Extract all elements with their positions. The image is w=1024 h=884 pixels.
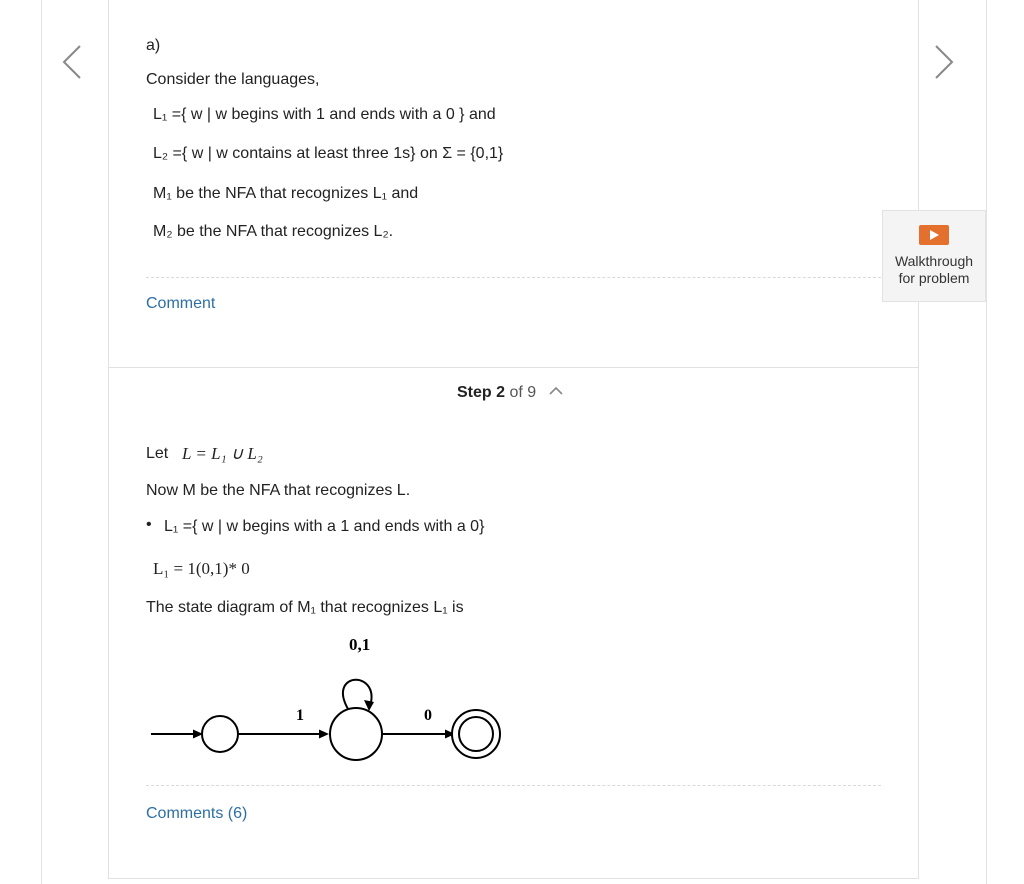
comment-link[interactable]: Comment [146, 295, 216, 312]
step-number: 2 [496, 384, 506, 401]
edge-label-0: 0 [424, 707, 432, 724]
l1-definition: L₁ ={ w | w begins with 1 and ends with a 0 } and [153, 106, 496, 123]
let-label: Let [146, 445, 169, 462]
play-icon [919, 225, 949, 245]
edge-label-1: 1 [296, 707, 304, 724]
step-2-card [108, 368, 919, 879]
divider [146, 277, 881, 278]
divider [146, 785, 881, 786]
l2-definition: L₂ ={ w | w contains at least three 1s} on Σ = {0,1} [153, 145, 504, 162]
left-gutter-line [41, 0, 42, 884]
step-total: of 9 [509, 384, 537, 401]
step-1-card [108, 0, 919, 368]
step-indicator [457, 384, 563, 402]
chevron-up-icon[interactable] [549, 386, 563, 395]
chevron-left-icon[interactable] [58, 44, 88, 80]
step-word: Step [457, 384, 492, 401]
nfa-state-diagram [146, 630, 526, 765]
diagram-intro: The state diagram of M₁ that recognizes L₁ is [146, 599, 464, 616]
state-q1 [330, 708, 382, 760]
m1-definition: M₁ be the NFA that recognizes L₁ and [153, 185, 419, 202]
comments-link[interactable]: Comments (6) [146, 805, 248, 822]
intro-text: Consider the languages, [146, 71, 320, 88]
right-gutter-line [986, 0, 987, 884]
walkthrough-label-1: Walkthrough [894, 253, 974, 269]
union-expression: L = L₁ ∪ L₂ [182, 444, 263, 463]
self-loop-label: 0,1 [349, 635, 371, 654]
walkthrough-label-2: for problem [898, 270, 970, 286]
chevron-right-icon[interactable] [928, 44, 958, 80]
part-label: a) [146, 37, 161, 54]
state-q2-inner [459, 717, 493, 751]
bullet-dot: • [146, 516, 152, 533]
now-statement: Now M be the NFA that recognizes L. [146, 482, 411, 499]
l1-bullet-definition: L₁ ={ w | w begins with a 1 and ends with a 0} [164, 518, 485, 535]
walkthrough-button[interactable] [882, 210, 986, 302]
state-q0 [202, 716, 238, 752]
regex-expression: L₁ = 1(0,1)* 0 [153, 559, 250, 578]
m2-definition: M₂ be the NFA that recognizes L₂. [153, 223, 394, 240]
